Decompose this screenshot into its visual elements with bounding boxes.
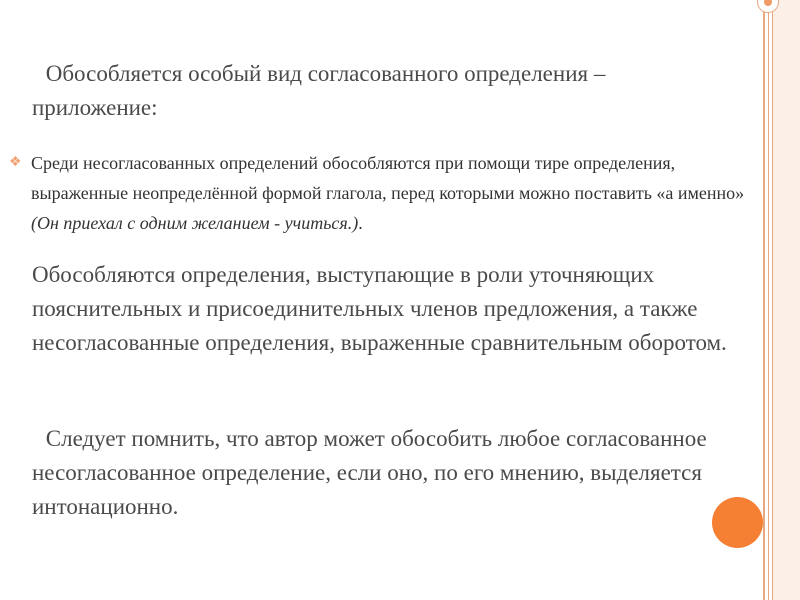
paragraph-1 (32, 57, 732, 125)
bullet-icon: ❖ (9, 155, 22, 170)
paragraph-2-example: (Он приехал с одним желанием - учиться.) (31, 213, 359, 233)
paragraph-3-text: Обособляются определения, выступающие в роли уточняющих пояснительных и присоединительных членов предложения, а также несогласованные определения, выраженные сравнительным оборотом. (32, 262, 727, 355)
paragraph-4 (32, 422, 732, 524)
ornament-dot (764, 0, 772, 6)
paragraph-4-text: Следует помнить, что автор может обособить любое согласованное несогласованное определение, если оно, по его мнению, выделяется интонационно. (32, 426, 707, 519)
paragraph-1-text: Обособляется особый вид согласованного определения – приложение: (32, 61, 606, 120)
paragraph-2-end: . (358, 213, 363, 233)
paragraph-3 (32, 258, 792, 360)
paragraph-2-text: Среди несогласованных определений обособляются при помощи тире определения, выраженные неопределённой формой глагола, перед которыми можно поставить «а именно» (31, 153, 745, 203)
paragraph-2 (9, 148, 751, 238)
